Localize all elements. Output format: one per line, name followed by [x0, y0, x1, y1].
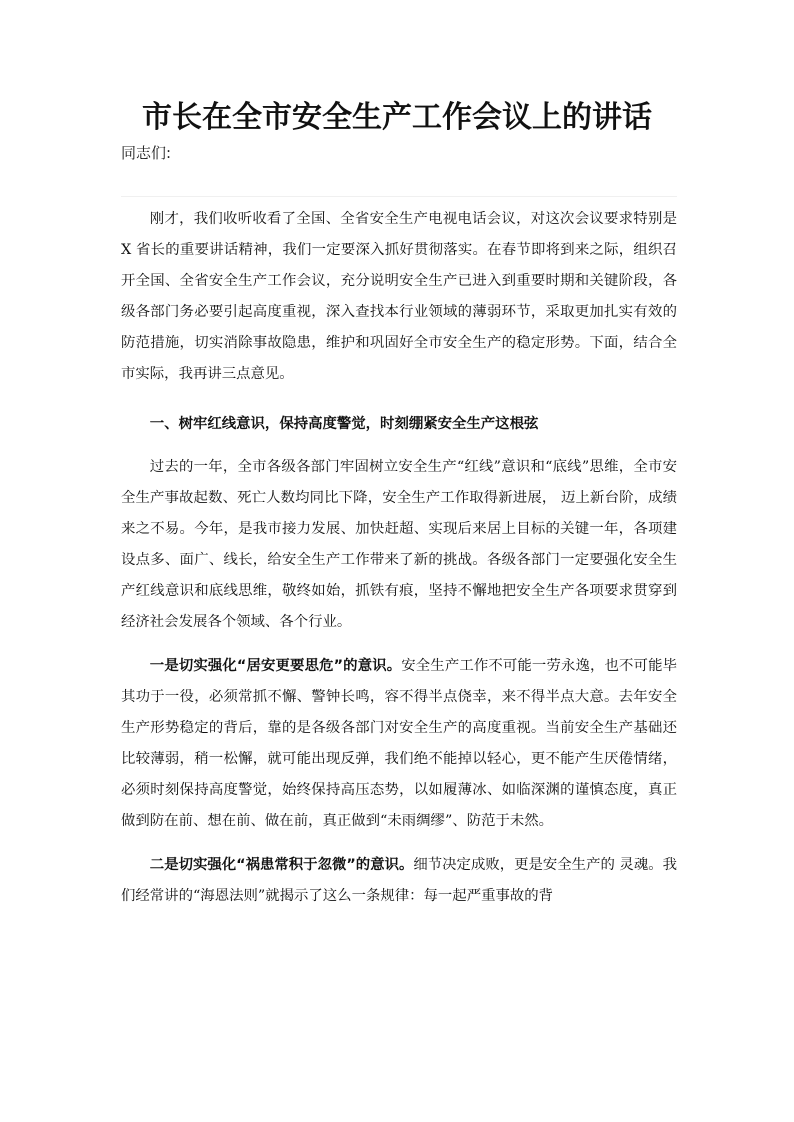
section-heading-1: 一、树牢红线意识，保持高度警觉，时刻绷紧安全生产这根弦	[149, 416, 539, 432]
document-body	[121, 204, 677, 912]
paragraph-intro: 刚才，我们收听收看了全国、全省安全生产电视电话会议，对这次会议要求特别是 X 省长的重要讲话精神，我们一定要深入抓好贯彻落实。在春节即将到来之际，组织召开全国、全省安全生产工作会议，充分说明安全生产已进入到重要时期和关键阶段，各级各部门务必要引起高度重视，深入查找本行业领域的薄弱环节，采取更加扎实有效的防范措施，切实消除事故隐患，维护和巩固好全市安全生产的稳定形势。下面，结合全市实际，我再讲三点意见。	[121, 211, 677, 382]
spacer	[121, 837, 677, 850]
point-2-lead: 二是切实强化“祸患常积于忽微”的意识。	[149, 857, 414, 873]
spacer	[121, 390, 677, 403]
divider	[121, 196, 677, 197]
point-2-text: 细节决定成败，更是安全生产的 灵魂。我们经常讲的“海恩法则”就揭示了这么一条规律：每一起严重事故的背	[121, 857, 677, 904]
paragraph-past-year: 过去的一年，全市各级各部门牢固树立安全生产“红线”意识和“底线”思维，全市安全生产事故起数、死亡人数均同比下降，安全生产工作取得新进展， 迈上新台阶，成绩来之不易。今年，是我市接力发展、加快赶超、实现后来居上目标的关键一年，各项建设点多、面广、线长，给安全生产工作带来了新的挑战。各级各部门一定要强化安全生产红线意识和底线思维，敬终如始，抓铁有痕，坚持不懈地把安全生产各项要求贯穿到经济社会发展各个领域、各个行业。	[121, 459, 677, 630]
point-1-lead: 一是切实强化“居安更要思危”的意识。	[149, 658, 402, 674]
salutation: 同志们:	[121, 144, 172, 162]
document-title: 市长在全市安全生产工作会议上的讲话	[142, 100, 652, 135]
paragraph-point-2	[121, 850, 677, 912]
paragraph-point-1	[121, 651, 677, 837]
spacer	[121, 638, 677, 651]
point-1-text: 安全生产工作不可能一劳永逸，也不可能毕其功于一役，必须常抓不懈、警钟长鸣，容不得半点侥幸，来不得半点大意。去年安全生产形势稳定的背后，靠的是各级各部门对安全生产的高度重视。当前安全生产基础还比较薄弱，稍一松懈，就可能出现反弹，我们绝不能掉以轻心，更不能产生厌倦情绪，必须时刻保持高度警觉，始终保持高压态势，以如履薄冰、如临深渊的谨慎态度，真正做到防在前、想在前、做在前，真正做到“未雨绸缪”、防范于未然。	[121, 658, 677, 829]
